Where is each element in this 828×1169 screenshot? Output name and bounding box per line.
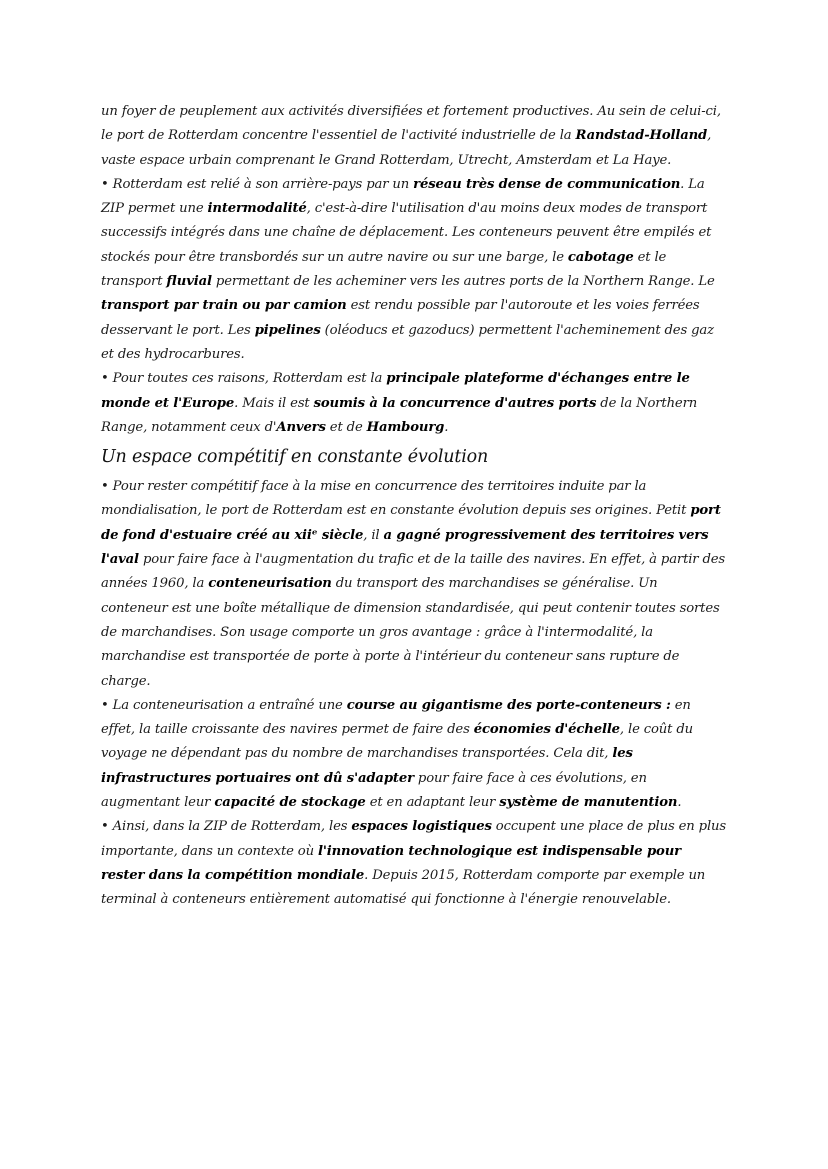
section-heading: Un espace compétitif en constante évolution	[101, 447, 489, 468]
body-text: et le transport	[101, 249, 667, 290]
body-text: , c'est-à-dire l'utilisation d'au moins deux modes de transport successifs intégrés dans une chaîne de déplacement. Les conteneurs peuvent être empilés et stockés pour être transbordés sur un autre navire ou sur une barge, le	[101, 201, 712, 265]
paragraph	[101, 367, 727, 440]
paragraph	[101, 475, 727, 694]
emphasis-text: pipelines	[254, 322, 321, 338]
body-text: , le coût du voyage ne dépendant pas du nombre de marchandises transportées. Cela dit,	[101, 722, 693, 762]
emphasis-text: transport par train ou par camion	[101, 298, 347, 314]
emphasis-text: course au gigantisme des porte-conteneurs :	[346, 697, 671, 713]
body-text: pour faire face à ces évolutions, en augmentant leur	[101, 770, 647, 811]
emphasis-text: l'innovation technologique est indispensable pour rester dans la compétition mondiale	[101, 843, 681, 883]
paragraph	[101, 694, 727, 815]
paragraph	[101, 815, 727, 912]
emphasis-text: conteneurisation	[208, 576, 332, 592]
emphasis-text: Anvers	[276, 419, 326, 435]
paragraph	[101, 100, 727, 173]
body-text: , il	[363, 527, 384, 543]
body-text: est rendu possible par l'autoroute et les voies ferrées desservant le port. Les	[101, 298, 700, 338]
emphasis-text: Hambourg	[366, 419, 445, 435]
emphasis-text: les infrastructures portuaires ont dû s'adapter	[101, 746, 633, 786]
body-text: .	[444, 419, 449, 435]
emphasis-text: fluvial	[166, 274, 212, 290]
body-text: du transport des marchandises se généralise. Un conteneur est une boîte métallique de dimension standardisée, qui peut contenir toutes sortes de marchandises. Son usage comporte un gros avantage : grâce à l'intermodalité, la marchandise est transportée de porte à porte à l'intérieur du conteneur sans rupture de charge.	[101, 576, 720, 689]
emphasis-text: économies d'échelle	[473, 722, 620, 738]
body-text: en effet, la taille croissante des navires permet de faire des	[101, 697, 691, 738]
emphasis-text: capacité de stockage	[214, 795, 366, 811]
body-text: . La ZIP permet une	[101, 176, 705, 217]
emphasis-text: espaces logistiques	[351, 819, 492, 835]
document-page	[101, 100, 727, 913]
body-text: permettant de les acheminer vers les autres ports de la Northern Range. Le	[211, 274, 715, 290]
body-text: et de	[325, 419, 367, 435]
section-evolution	[101, 475, 727, 912]
body-text: un foyer de peuplement aux activités diversifiées et fortement productives. Au sein de celui-ci, le port de Rotterdam concentre l'essentiel de l'activité industrielle de la	[101, 104, 721, 144]
body-text: (oléoducs et gazoducs) permettent l'acheminement des gaz et des hydrocarbures.	[101, 322, 714, 362]
emphasis-text: système de manutention	[499, 795, 678, 811]
body-text: . Depuis 2015, Rotterdam comporte par exemple un terminal à conteneurs entièrement automatisé qui fonctionne à l'énergie renouvelable.	[101, 867, 706, 908]
body-text: occupent une place de plus en plus importante, dans un contexte où	[101, 819, 726, 859]
emphasis-text: soumis à la concurrence d'autres ports	[313, 395, 597, 411]
body-text: • Ainsi, dans la ZIP de Rotterdam, les	[101, 819, 352, 835]
body-text: .	[677, 795, 682, 811]
paragraph	[101, 173, 727, 367]
body-text: et en adaptant leur	[365, 795, 500, 811]
body-text: . Mais il est	[234, 395, 314, 411]
emphasis-text: réseau très dense de communication	[413, 176, 681, 192]
body-text: • La conteneurisation a entraîné une	[101, 697, 347, 713]
emphasis-text: principale plateforme d'échanges entre le monde et l'Europe	[101, 371, 690, 411]
body-text: , vaste espace urbain comprenant le Grand Rotterdam, Utrecht, Amsterdam et La Haye.	[101, 128, 712, 168]
emphasis-text: port de fond d'estuaire créé au xiiᵉ siècle	[101, 503, 721, 543]
emphasis-text: intermodalité	[207, 201, 307, 217]
body-text: pour faire face à l'augmentation du trafic et de la taille des navires. En effet, à partir des années 1960, la	[101, 552, 726, 592]
body-text: • Rotterdam est relié à son arrière-pays par un	[101, 176, 414, 192]
body-text: • Pour toutes ces raisons, Rotterdam est la	[101, 371, 387, 387]
emphasis-text: Randstad-Holland	[575, 128, 708, 144]
body-text: • Pour rester compétitif face à la mise en concurrence des territoires induite par la mondialisation, le port de Rotterdam est en constante évolution depuis ses origines. Petit	[101, 479, 691, 519]
section-intro	[101, 100, 727, 440]
emphasis-text: cabotage	[567, 249, 634, 265]
body-text: de la Northern Range, notamment ceux d'	[101, 395, 698, 435]
emphasis-text: a gagné progressivement des territoires vers l'aval	[101, 527, 709, 568]
